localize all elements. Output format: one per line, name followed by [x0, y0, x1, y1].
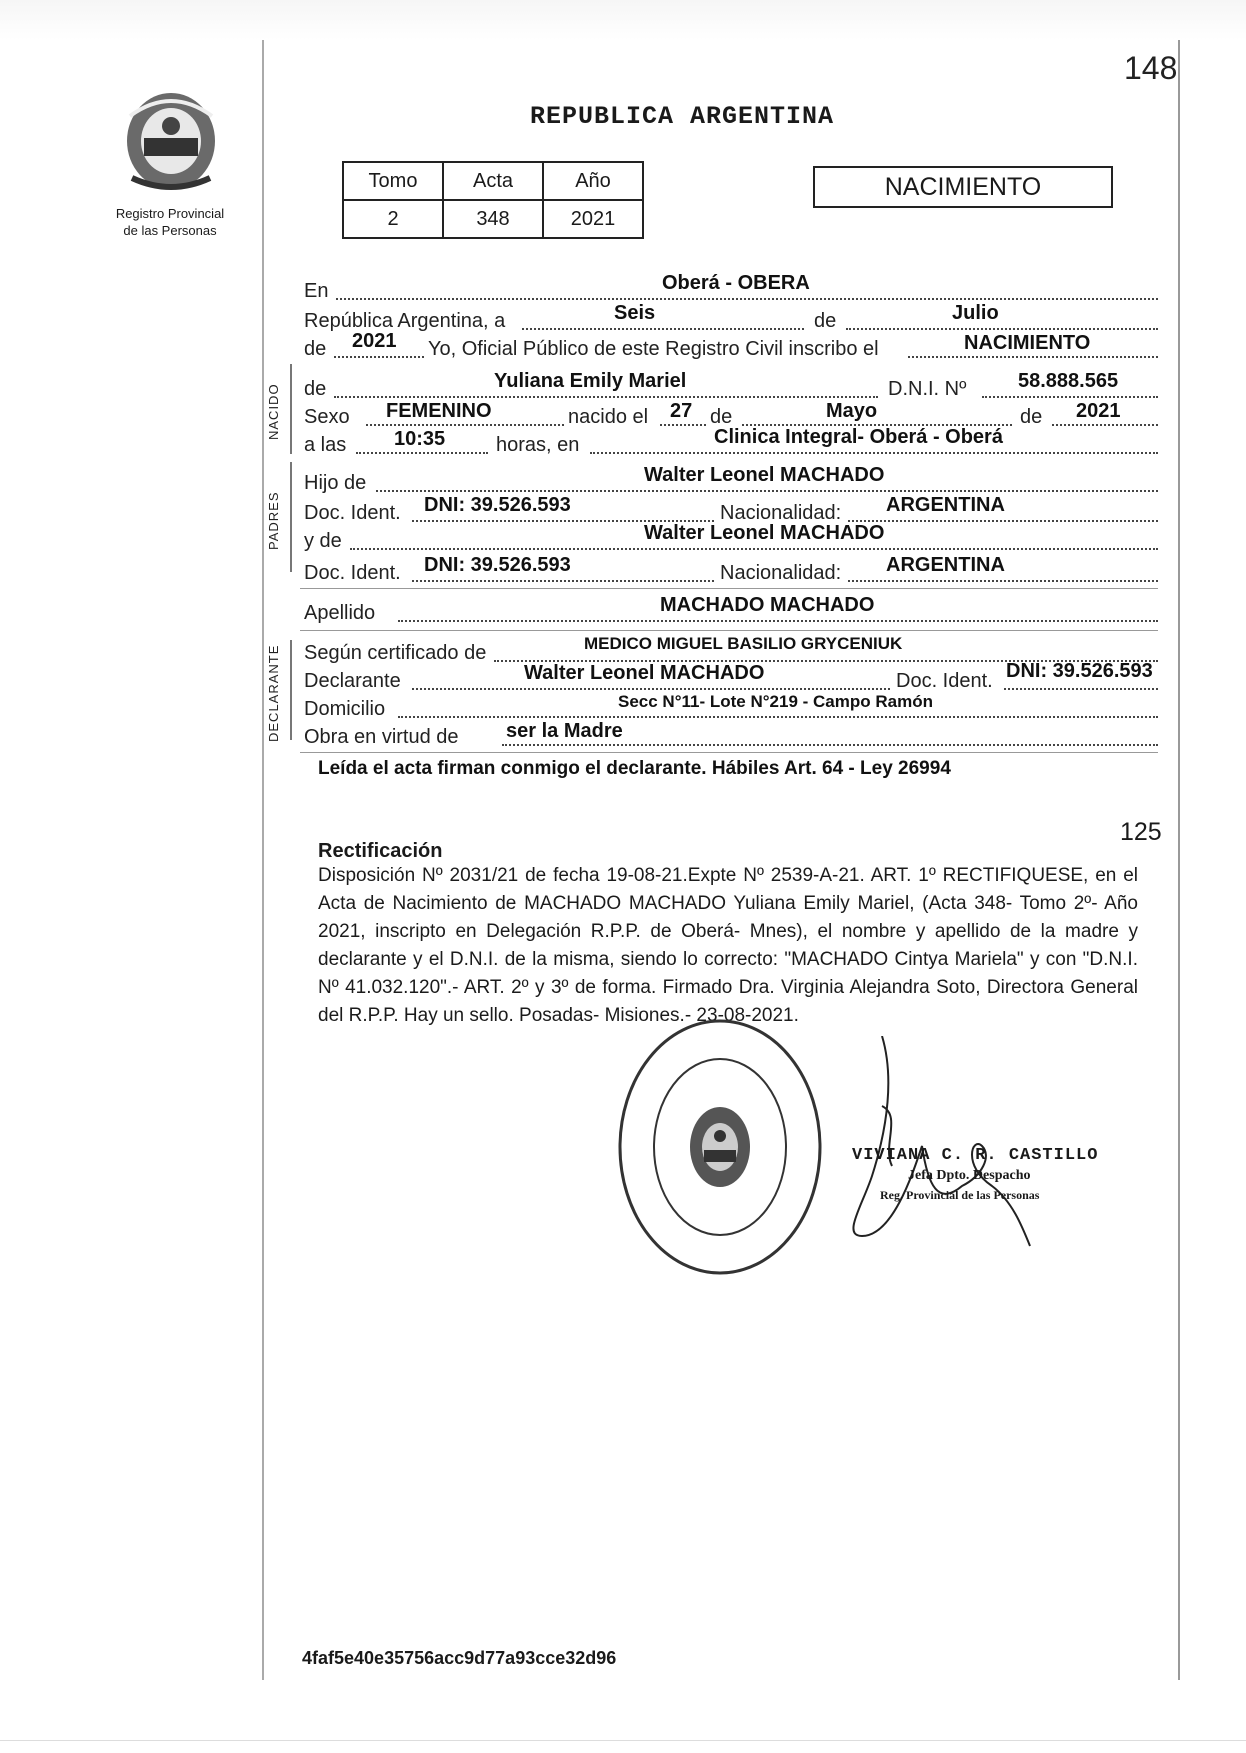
header-tomo: Tomo — [343, 162, 443, 200]
hijo-label: Hijo de — [304, 472, 367, 494]
record-table-value-row — [343, 200, 643, 238]
section-label-nacido: NACIDO — [266, 383, 281, 440]
month-word-value: Julio — [952, 302, 999, 324]
record-table — [342, 161, 644, 239]
en-dotline — [336, 298, 1158, 300]
apellido-label: Apellido — [304, 602, 376, 624]
de-label-1: de — [814, 310, 837, 332]
declarante-label: Declarante — [304, 670, 401, 692]
parent1-nat-value: ARGENTINA — [886, 494, 1005, 516]
domicilio-dotline — [398, 716, 1158, 718]
parent1-name-value: Walter Leonel MACHADO — [644, 464, 885, 486]
certificado-value: MEDICO MIGUEL BASILIO GRYCENIUK — [584, 634, 903, 653]
declarante-dotline — [412, 688, 890, 690]
domicilio-label: Domicilio — [304, 698, 386, 720]
segun-label: Según certificado de — [304, 642, 487, 664]
birth-day-dotline — [660, 424, 706, 426]
section-divider-nacido — [290, 364, 292, 454]
parent2-nat-value: ARGENTINA — [886, 554, 1005, 576]
obra-label: Obra en virtud de — [304, 726, 459, 748]
closing-statement: Leída el acta firman conmigo el declarante. Hábiles Art. 64 - Ley 26994 — [318, 758, 951, 779]
birth-place-value: Clinica Integral- Oberá - Oberá — [714, 426, 1003, 448]
obra-value: ser la Madre — [506, 720, 623, 742]
rectification-body: Disposición Nº 2031/21 de fecha 19-08-21.Expte Nº 2539-A-21. ART. 1º RECTIFIQUESE, en el Acta de Nacimiento de MACHADO MACHADO Yuliana Emily Mariel, (Acta 348- Tomo 2º- Año 2021, inscripto en Delegación R.P.P. de Oberá- Mnes), el nombre y apellido de la madre y declarante y el D.N.I. de la misma, siendo lo correcto: "MACHADO Cintya Mariela" y con "D.N.I. Nº 41.032.120".- ART. 2º y 3º de forma. Firmado Dra. Virginia Alejandra Soto, Directora General del R.P.P. Hay un sello. Posadas- Misiones.- 23-08-2021. — [318, 865, 1138, 1026]
domicilio-value: Secc N°11- Lote N°219 - Campo Ramón — [618, 692, 933, 711]
de-label-3: de — [304, 378, 327, 400]
parent1-doc-value: DNI: 39.526.593 — [424, 494, 571, 516]
parent1-nat-dotline — [848, 520, 1158, 522]
declarante-value: Walter Leonel MACHADO — [524, 662, 765, 684]
province-seal — [118, 86, 224, 196]
alas-label: a las — [304, 434, 347, 456]
time-value: 10:35 — [394, 428, 446, 450]
yde-label: y de — [304, 530, 342, 552]
month-dotline — [846, 328, 1158, 330]
de-label-4: de — [710, 406, 733, 428]
birth-year-dotline — [1052, 424, 1158, 426]
signatory-org: Reg. Provincial de las Personas — [880, 1188, 1040, 1202]
header-anio: Año — [543, 162, 643, 200]
parent2-name-value: Walter Leonel MACHADO — [644, 522, 885, 544]
nacionalidad-label-1: Nacionalidad: — [720, 502, 842, 524]
parent2-nat-dotline — [848, 580, 1158, 582]
signatory-role: Jefa Dpto. Despacho — [908, 1168, 1031, 1183]
apellido-dotline — [398, 620, 1158, 622]
place-value: Oberá - OBERA — [662, 272, 810, 294]
birth-day-value: 27 — [670, 400, 693, 422]
horas-label: horas, en — [496, 434, 580, 456]
event-dotline — [908, 356, 1158, 358]
parent2-doc-dotline — [412, 580, 714, 582]
header-acta: Acta — [443, 162, 543, 200]
apellido-separator — [300, 630, 1158, 631]
inscribe-text: Yo, Oficial Público de este Registro Civil inscribo el — [428, 338, 879, 360]
dni-dotline — [982, 396, 1158, 398]
right-margin-line — [1178, 40, 1180, 1680]
official-stamp-icon — [614, 1014, 826, 1280]
de-label-5: de — [1020, 406, 1043, 428]
nacionalidad-label-2: Nacionalidad: — [720, 562, 842, 584]
document-type: NACIMIENTO — [884, 173, 1042, 201]
doc-ident-label-2: Doc. Ident. — [304, 562, 401, 584]
value-anio: 2021 — [543, 200, 643, 238]
time-dotline — [356, 452, 488, 454]
value-tomo: 2 — [343, 200, 443, 238]
birth-place-dotline — [590, 452, 1158, 454]
section-divider-padres — [290, 462, 292, 572]
province-seal-icon — [118, 86, 224, 196]
sexo-dotline — [366, 424, 564, 426]
rectification-number: 125 — [1120, 818, 1162, 846]
child-dni-value: 58.888.565 — [1018, 370, 1119, 392]
apellido-value: MACHADO MACHADO — [660, 594, 875, 616]
record-table-header-row — [343, 162, 643, 200]
year-dotline — [334, 356, 424, 358]
dni-label: D.N.I. Nº — [888, 378, 967, 400]
child-name-value: Yuliana Emily Mariel — [494, 370, 687, 392]
parent1-dotline — [376, 490, 1158, 492]
name-dotline — [334, 396, 878, 398]
declarante-doc-dotline — [1004, 688, 1158, 690]
document-hash: 4faf5e40e35756acc9d77a93cce32d96 — [302, 1648, 617, 1668]
padres-separator — [300, 588, 1158, 589]
doc-ident-label-3: Doc. Ident. — [896, 670, 993, 692]
republica-label: República Argentina, a — [304, 310, 506, 332]
parent2-dotline — [350, 548, 1158, 550]
day-word-value: Seis — [614, 302, 656, 324]
country-title: REPUBLICA ARGENTINA — [530, 102, 835, 131]
value-acta: 348 — [443, 200, 543, 238]
section-divider-declarante — [290, 640, 292, 740]
signatory-name: VIVIANA C. R. CASTILLO — [852, 1146, 1099, 1165]
document-type-box — [813, 166, 1113, 208]
left-margin-line — [262, 40, 264, 1680]
declarante-separator — [300, 752, 1158, 753]
page-number: 148 — [1124, 50, 1178, 86]
day-dotline — [522, 328, 804, 330]
birth-year-value: 2021 — [1076, 400, 1121, 422]
sexo-value: FEMENINO — [386, 400, 492, 422]
obra-dotline — [502, 744, 1158, 746]
registry-name-line2: de las Personas — [123, 223, 217, 238]
en-label: En — [304, 280, 329, 302]
nacido-label: nacido el — [568, 406, 649, 428]
de-label-2: de — [304, 338, 327, 360]
birth-month-value: Mayo — [826, 400, 878, 422]
year-value: 2021 — [352, 330, 397, 352]
official-stamp — [614, 1014, 826, 1280]
sexo-label: Sexo — [304, 406, 350, 428]
registry-name-line1: Registro Provincial — [115, 206, 225, 221]
rectification-title: Rectificación — [318, 840, 443, 862]
declarante-doc-value: DNI: 39.526.593 — [1006, 660, 1153, 682]
doc-ident-label-1: Doc. Ident. — [304, 502, 401, 524]
bottom-edge-line — [0, 1740, 1246, 1741]
section-label-padres: PADRES — [266, 491, 281, 550]
section-label-declarante: DECLARANTE — [266, 644, 281, 742]
event-value: NACIMIENTO — [964, 332, 1091, 354]
parent2-doc-value: DNI: 39.526.593 — [424, 554, 571, 576]
